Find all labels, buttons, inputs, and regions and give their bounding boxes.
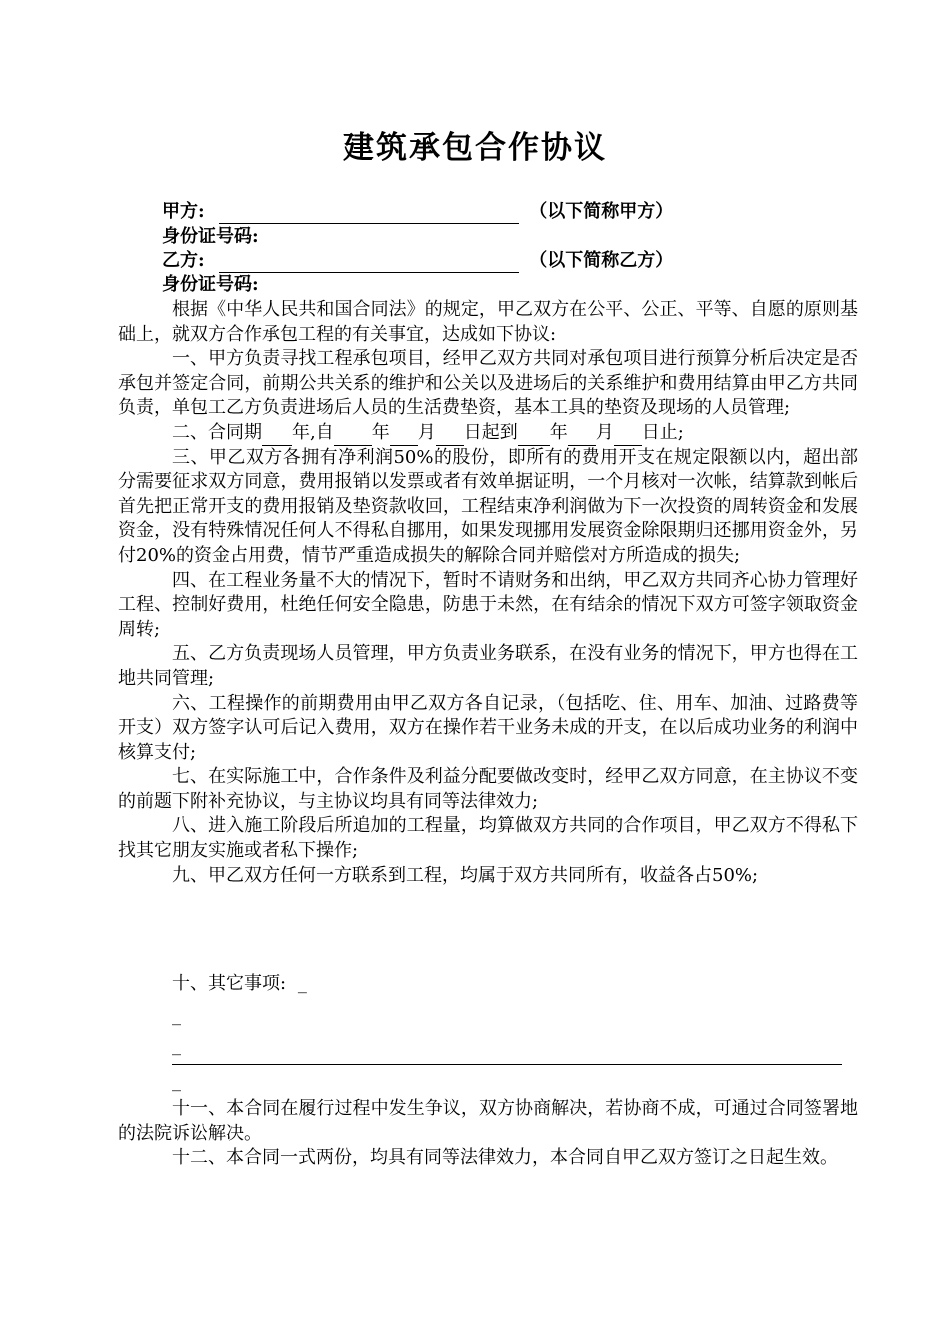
contract-closing: [118, 1097, 858, 1171]
other-matters-line[interactable]: [172, 1064, 842, 1065]
party-a-name-field[interactable]: [219, 203, 519, 224]
start-year-unit: 年: [371, 421, 390, 443]
party-b-label: 乙方:: [162, 250, 205, 271]
start-year-field[interactable]: [334, 426, 372, 446]
intro-paragraph: 根据《中华人民共和国合同法》的规定，甲乙双方在公平、公正、平等、自愿的原则基础上，就双方合作承包工程的有关事宜，达成如下协议:: [118, 299, 858, 345]
clause-2: [118, 421, 858, 446]
clause-9: 九、甲乙双方任何一方联系到工程，均属于双方共同所有，收益各占50%;: [172, 864, 759, 886]
party-a-row: [162, 200, 673, 224]
term-years-field[interactable]: [262, 426, 292, 446]
clause-10-label: 十、其它事项:: [172, 973, 287, 994]
end-year-field[interactable]: [518, 426, 550, 446]
clause-7: 七、在实际施工中，合作条件及利益分配要做改变时，经甲乙双方同意，在主协议不变的前题下附补充协议，与主协议均具有同等法律效力;: [118, 766, 858, 812]
other-matters-blank-mark: _: [172, 1071, 181, 1092]
clause-10-blank-mark: _: [297, 973, 307, 994]
clause-1: 一、甲方负责寻找工程承包项目，经甲乙双方共同对承包项目进行预算分析后决定是否承包并签定合同，前期公共关系的维护和公关以及进场后的关系维护和费用结算由甲乙方共同负责，单包工乙方负责进场后人员的生活费垫资，基本工具的垫资及现场的人员管理;: [118, 348, 858, 419]
party-b-id-label: 身份证号码:: [162, 274, 259, 295]
clause-6: 六、工程操作的前期费用由甲乙双方各自记录，（包括吃、住、用车、加油、过路费等开支）双方签字认可后记入费用，双方在操作若干业务未成的开支，在以后成功业务的利润中核算支付;: [118, 692, 858, 763]
other-matters-blank-mark: _: [172, 1035, 181, 1056]
clause-2-year-label: 年,自: [292, 421, 334, 443]
party-a-note: （以下简称甲方）: [529, 201, 674, 222]
contract-body: [118, 298, 858, 888]
end-day-field[interactable]: [614, 426, 642, 446]
clause-8: 八、进入施工阶段后所追加的工程量，均算做双方共同的合作项目，甲乙双方不得私下找其它朋友实施或者私下操作;: [118, 815, 858, 862]
clause-11: 十一、本合同在履行过程中发生争议，双方协商解决，若协商不成，可通过合同签署地的法院诉讼解决。: [118, 1098, 858, 1144]
party-b-name-field[interactable]: [219, 252, 519, 273]
party-a-label: 甲方:: [162, 201, 205, 222]
party-b-note: （以下简称乙方）: [529, 250, 674, 271]
start-day-unit: 日起到: [463, 421, 518, 443]
end-month-unit: 月: [595, 421, 614, 443]
clause-3: 三、甲乙双方各拥有净利润50%的股份，即所有的费用开支在规定限额以内，超出部分需要征求双方同意，费用报销以发票或者有效单据证明，一个月核对一次帐，结算款到帐后首先把正常开支的费用报销及垫资款收回，工程结束净利润做为下一次投资的周转资金和发展资金，没有特殊情况任何人不得私自挪用，如果发现挪用发展资金除限期归还挪用资金外，另付20%的资金占用费，情节严重造成损失的解除合同并赔偿对方所造成的损失;: [118, 446, 858, 566]
document-title: 建筑承包合作协议: [343, 130, 607, 166]
clause-4: 四、在工程业务量不大的情况下，暂时不请财务和出纳，甲乙双方共同齐心协力管理好工程、控制好费用，杜绝任何安全隐患，防患于未然，在有结余的情况下双方可签字领取资金周转;: [118, 569, 858, 640]
party-a-id-label: 身份证号码:: [162, 226, 259, 247]
start-day-field[interactable]: [436, 426, 464, 446]
clause-2-prefix: 二、合同期: [172, 421, 262, 443]
party-b-row: [162, 249, 673, 273]
other-matters-blank-mark: _: [172, 1005, 181, 1026]
start-month-field[interactable]: [390, 426, 418, 446]
clause-10-row: [172, 972, 307, 996]
clause-5: 五、乙方负责现场人员管理，甲方负责业务联系，在没有业务的情况下，甲方也得在工地共同管理;: [118, 643, 858, 689]
end-year-unit: 年: [549, 421, 568, 443]
clause-12: 十二、本合同一式两份，均具有同等法律效力，本合同自甲乙双方签订之日起生效。: [172, 1147, 838, 1169]
start-month-unit: 月: [417, 421, 436, 443]
end-month-field[interactable]: [568, 426, 596, 446]
end-day-unit: 日止;: [641, 421, 684, 443]
